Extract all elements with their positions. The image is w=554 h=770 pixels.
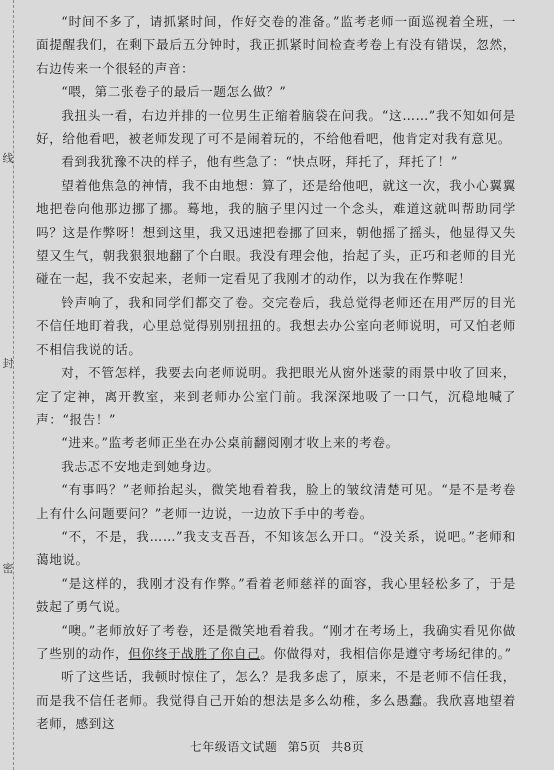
page-footer <box>0 738 554 755</box>
footer-page-number: 第5页 <box>287 740 321 754</box>
paragraph: 对，不管怎样，我要去向老师说明。我把眼光从窗外迷蒙的雨景中收了回来，定了定神，离开教室，来到老师办公室门前。我深深地吸了一口气，沉稳地喊了声：“报告！” <box>36 365 516 427</box>
paragraph: 望着他焦急的神情，我不由地想：算了，还是给他吧，就这一次，我小心翼翼地把卷向他那边挪了挪。蓦地，我的脑子里闪过一个念头，难道这就叫帮助同学吗？这是作弊呀！想到这里，我又迅速把卷挪了回来，朝他摇了摇头，他显得又失望又生气，朝我狠狠地翻了个白眼。我没有理会他，抬起了头，正巧和老师的目光碰在一起，我不安起来，老师一定看见了我刚才的动作，以为我在作弊呢！ <box>36 177 516 287</box>
margin-label-feng: 封 <box>2 357 14 370</box>
paragraph: “不，不是，我……”我支支吾吾，不知该怎么开口。“没关系，说吧。”老师和蔼地说。 <box>36 528 516 568</box>
paragraph: “时间不多了，请抓紧时间，作好交卷的准备。”监考老师一面巡视着全班，一面提醒我们，在剩下最后五分钟时，我正抓紧时间检查考卷上有没有错误，忽然，右边传来一个很轻的声音： <box>36 14 516 76</box>
story-text <box>36 10 516 736</box>
paragraph: 我忐忑不安地走到她身边。 <box>61 458 220 474</box>
paragraph: 我扭头一看，右边并排的一位男生正缩着脑袋在问我。“这……”我不知如何是好，给他看吧，被老师发现了可不是闹着玩的，不给他看吧，他肯定对我有意见。 <box>36 107 516 147</box>
footer-total-pages: 共8页 <box>331 740 365 754</box>
margin-label-mi: 密 <box>2 562 14 575</box>
margin-label-xian: 线 <box>2 152 14 165</box>
underlined-phrase: 但你终于战胜了你自己 <box>128 645 261 661</box>
footer-subject: 七年级语文试题 <box>189 740 278 754</box>
paragraph-with-underline: “噢。”老师放好了考卷，还是微笑地看着我。“刚才在考场上，我确实看见你做了些别的动作，但你终于战胜了你自己。你做得对，我相信你是遵守考场纪律的。” <box>36 622 516 661</box>
paragraph: 看到我犹豫不决的样子，他有些急了：“快点呀，拜托了，拜托了！” <box>61 154 458 170</box>
paragraph: “有事吗？”老师抬起头，微笑地看着我，脸上的皱纹清楚可见。“是不是考卷上有什么问题要问？”老师一边说，一边放下手中的考卷。 <box>36 482 516 521</box>
paragraph: 铃声响了，我和同学们都交了卷。交完卷后，我总觉得老师还在用严厉的目光不信任地盯着我，心里总觉得别别扭扭的。我想去办公室向老师说明，可又怕老师不相信我说的话。 <box>36 294 516 357</box>
paragraph: 听了这些话，我顿时惊住了，怎么？是我多虑了，原来，不是老师不信任我，而是我不信任老师。我觉得自己开始的想法是多么幼稚，多么愚蠢。我欣喜地望着老师，感到这 <box>36 669 516 732</box>
paragraph: “喂，第二张卷子的最后一题怎么做？” <box>61 84 287 100</box>
paragraph: “进来。”监考老师正坐在办公桌前翻阅刚才收上来的考卷。 <box>61 435 399 451</box>
binding-margin-line <box>13 0 14 770</box>
paragraph: “是这样的，我刚才没有作弊。”看着老师慈祥的面容，我心里轻松多了，于是鼓起了勇气说。 <box>36 575 516 615</box>
